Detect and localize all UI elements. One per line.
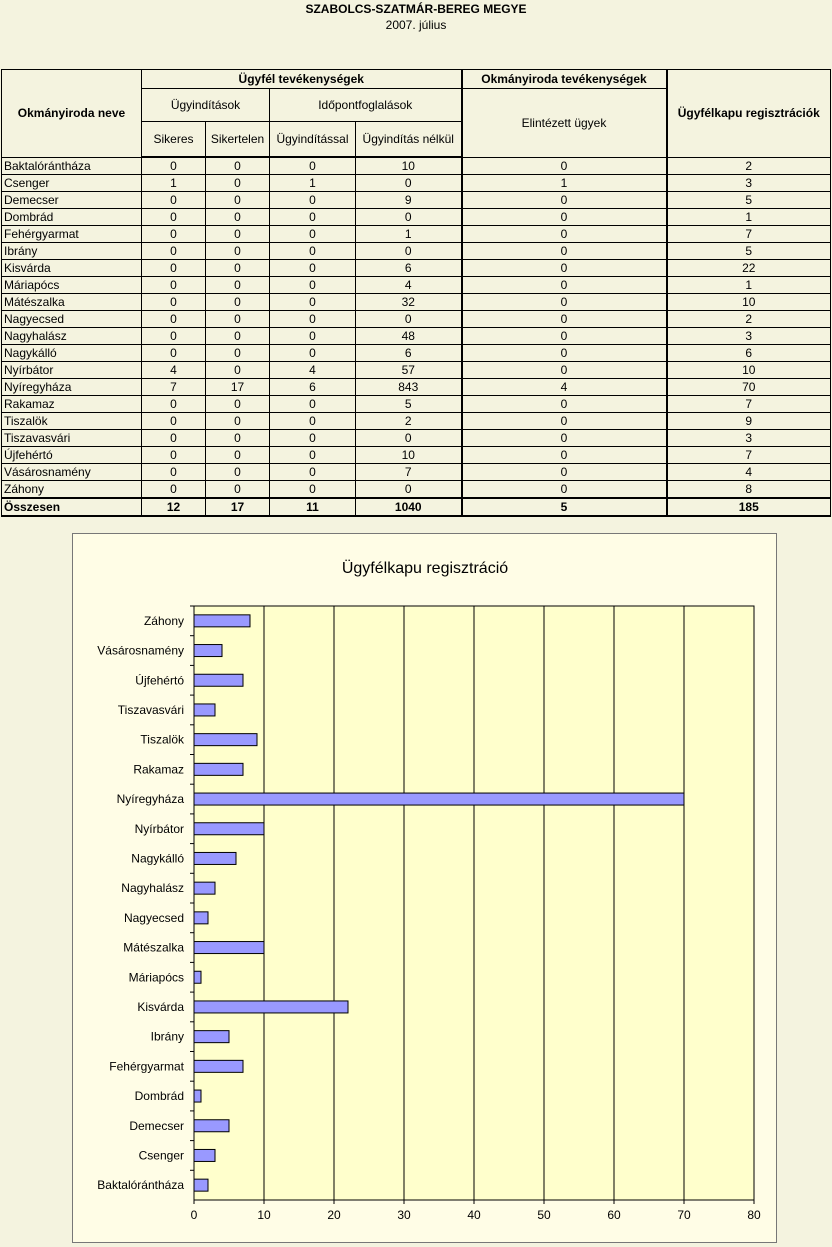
- bar: [194, 1001, 348, 1013]
- chart-title: Ügyfélkapu regisztráció: [341, 560, 509, 577]
- x-tick-label: 80: [747, 1208, 761, 1222]
- x-tick-label: 50: [537, 1208, 551, 1222]
- category-label: Újfehértó: [135, 673, 184, 688]
- bar: [194, 912, 208, 924]
- registrations-cell: 70: [667, 379, 831, 396]
- bar: [194, 674, 243, 686]
- with-start-cell: 0: [270, 345, 356, 362]
- registrations-cell: 6: [667, 345, 831, 362]
- completed-cell: 0: [462, 226, 667, 243]
- success-cell: 0: [142, 328, 206, 345]
- table-row: [2, 447, 831, 464]
- success-cell: 0: [142, 464, 206, 481]
- success-cell: 0: [142, 345, 206, 362]
- table-row: [2, 362, 831, 379]
- category-label: Nagyecsed: [123, 910, 184, 925]
- with-start-cell: 0: [270, 192, 356, 209]
- with-start-cell: 0: [270, 157, 356, 175]
- registrations-cell: 4: [667, 464, 831, 481]
- col-with-start-header: Ügyindítással: [270, 122, 356, 158]
- completed-cell: 4: [462, 379, 667, 396]
- office-name-cell: Tiszavasvári: [2, 430, 142, 447]
- with-start-cell: 0: [270, 413, 356, 430]
- registrations-cell: 8: [667, 481, 831, 499]
- success-cell: 0: [142, 294, 206, 311]
- completed-cell: 5: [462, 498, 667, 516]
- with-start-cell: 0: [270, 464, 356, 481]
- office-name-cell: Demecser: [2, 192, 142, 209]
- completed-cell: 0: [462, 277, 667, 294]
- table-row: [2, 379, 831, 396]
- with-start-cell: 4: [270, 362, 356, 379]
- col-success-header: Sikeres: [142, 122, 206, 158]
- with-start-cell: 0: [270, 328, 356, 345]
- without-start-cell: 0: [356, 430, 462, 447]
- success-cell: 0: [142, 226, 206, 243]
- registrations-cell: 7: [667, 447, 831, 464]
- registrations-cell: 5: [667, 192, 831, 209]
- category-label: Nyírbátor: [134, 821, 184, 836]
- completed-cell: 0: [462, 209, 667, 226]
- with-start-cell: 0: [270, 260, 356, 277]
- table-row: [2, 413, 831, 430]
- fail-cell: 0: [206, 481, 270, 499]
- without-start-cell: 1040: [356, 498, 462, 516]
- registrations-cell: 10: [667, 362, 831, 379]
- fail-cell: 0: [206, 413, 270, 430]
- completed-cell: 0: [462, 157, 667, 175]
- with-start-cell: 0: [270, 396, 356, 413]
- fail-cell: 0: [206, 430, 270, 447]
- success-cell: 0: [142, 260, 206, 277]
- without-start-cell: 2: [356, 413, 462, 430]
- with-start-cell: 0: [270, 430, 356, 447]
- completed-cell: 0: [462, 294, 667, 311]
- office-name-cell: Vásárosnamény: [2, 464, 142, 481]
- table-row: [2, 175, 831, 192]
- registration-chart: [72, 533, 777, 1243]
- table-row: [2, 226, 831, 243]
- report-title: SZABOLCS-SZATMÁR-BEREG MEGYE: [305, 2, 527, 16]
- fail-cell: 0: [206, 277, 270, 294]
- without-start-cell: 6: [356, 260, 462, 277]
- completed-cell: 0: [462, 413, 667, 430]
- completed-cell: 0: [462, 447, 667, 464]
- office-name-cell: Tiszalök: [2, 413, 142, 430]
- office-name-cell: Rakamaz: [2, 396, 142, 413]
- office-name-cell: Baktalórántháza: [2, 157, 142, 175]
- sub-case-starts-header: Ügyindítások: [142, 89, 270, 122]
- without-start-cell: 6: [356, 345, 462, 362]
- category-label: Fehérgyarmat: [109, 1059, 184, 1074]
- completed-cell: 0: [462, 362, 667, 379]
- bar: [194, 704, 215, 716]
- bar: [194, 942, 264, 954]
- category-label: Nagykálló: [131, 851, 184, 866]
- completed-cell: 0: [462, 345, 667, 362]
- group-client-activities-header: Ügyfél tevékenységek: [142, 70, 462, 89]
- bar: [194, 1060, 243, 1072]
- bar: [194, 823, 264, 835]
- registrations-cell: 2: [667, 157, 831, 175]
- with-start-cell: 1: [270, 175, 356, 192]
- success-cell: 0: [142, 243, 206, 260]
- without-start-cell: 9: [356, 192, 462, 209]
- fail-cell: 0: [206, 362, 270, 379]
- bar: [194, 1179, 208, 1191]
- chart-svg: [73, 534, 776, 1242]
- office-name-cell: Csenger: [2, 175, 142, 192]
- sub-bookings-header: Időpontfoglalások: [270, 89, 462, 122]
- category-label: Tiszavasvári: [117, 702, 184, 717]
- col-office-name-header: Okmányiroda neve: [2, 70, 142, 158]
- success-cell: 0: [142, 447, 206, 464]
- registrations-cell: 22: [667, 260, 831, 277]
- success-cell: 0: [142, 481, 206, 499]
- without-start-cell: 843: [356, 379, 462, 396]
- category-label: Csenger: [138, 1148, 184, 1163]
- completed-cell: 0: [462, 260, 667, 277]
- bar: [194, 645, 222, 657]
- x-tick-label: 0: [190, 1208, 198, 1222]
- completed-cell: 1: [462, 175, 667, 192]
- table-row: [2, 157, 831, 175]
- office-name-cell: Máriapócs: [2, 277, 142, 294]
- category-label: Ibrány: [150, 1029, 184, 1044]
- fail-cell: 0: [206, 209, 270, 226]
- category-label: Dombrád: [134, 1089, 184, 1104]
- fail-cell: 0: [206, 157, 270, 175]
- bar: [194, 763, 243, 775]
- without-start-cell: 32: [356, 294, 462, 311]
- table-row: [2, 192, 831, 209]
- bar: [194, 734, 257, 746]
- x-tick-label: 40: [467, 1208, 481, 1222]
- success-cell: 0: [142, 157, 206, 175]
- with-start-cell: 0: [270, 209, 356, 226]
- office-name-cell: Fehérgyarmat: [2, 226, 142, 243]
- office-name-cell: Mátészalka: [2, 294, 142, 311]
- with-start-cell: 0: [270, 294, 356, 311]
- completed-cell: 0: [462, 430, 667, 447]
- success-cell: 12: [142, 498, 206, 516]
- registrations-cell: 1: [667, 209, 831, 226]
- category-label: Demecser: [129, 1118, 184, 1133]
- table-row: [2, 464, 831, 481]
- success-cell: 4: [142, 362, 206, 379]
- with-start-cell: 11: [270, 498, 356, 516]
- without-start-cell: 0: [356, 175, 462, 192]
- success-cell: 0: [142, 311, 206, 328]
- table-row: [2, 396, 831, 413]
- fail-cell: 0: [206, 345, 270, 362]
- total-row: [2, 498, 831, 516]
- success-cell: 1: [142, 175, 206, 192]
- bar: [194, 793, 684, 805]
- table-row: [2, 345, 831, 362]
- table-row: [2, 260, 831, 277]
- category-label: Baktalórántháza: [97, 1178, 184, 1193]
- fail-cell: 0: [206, 447, 270, 464]
- registrations-cell: 7: [667, 396, 831, 413]
- x-tick-label: 30: [397, 1208, 411, 1222]
- registrations-cell: 10: [667, 294, 831, 311]
- registrations-cell: 185: [667, 498, 831, 516]
- office-name-cell: Újfehértó: [2, 447, 142, 464]
- fail-cell: 0: [206, 294, 270, 311]
- success-cell: 0: [142, 209, 206, 226]
- without-start-cell: 7: [356, 464, 462, 481]
- office-name-cell: Nagyhalász: [2, 328, 142, 345]
- group-office-activities-header: Okmányiroda tevékenységek: [462, 70, 667, 89]
- statistics-table: [1, 69, 831, 517]
- success-cell: 0: [142, 192, 206, 209]
- without-start-cell: 0: [356, 243, 462, 260]
- fail-cell: 0: [206, 243, 270, 260]
- fail-cell: 0: [206, 464, 270, 481]
- category-label: Rakamaz: [133, 762, 184, 777]
- fail-cell: 0: [206, 260, 270, 277]
- registrations-cell: 5: [667, 243, 831, 260]
- bar: [194, 615, 250, 627]
- office-name-cell: Összesen: [2, 498, 142, 516]
- fail-cell: 0: [206, 175, 270, 192]
- report-period: 2007. július: [385, 18, 447, 32]
- registrations-cell: 1: [667, 277, 831, 294]
- registrations-cell: 3: [667, 430, 831, 447]
- bar: [194, 1120, 229, 1132]
- x-tick-label: 70: [677, 1208, 691, 1222]
- office-name-cell: Záhony: [2, 481, 142, 499]
- completed-cell: 0: [462, 243, 667, 260]
- category-label: Mátészalka: [123, 940, 184, 955]
- col-without-start-header: Ügyindítás nélkül: [356, 122, 462, 158]
- with-start-cell: 0: [270, 481, 356, 499]
- category-label: Nyíregyháza: [116, 792, 184, 807]
- office-name-cell: Ibrány: [2, 243, 142, 260]
- without-start-cell: 0: [356, 209, 462, 226]
- table-row: [2, 328, 831, 345]
- table-row: [2, 294, 831, 311]
- table-row: [2, 243, 831, 260]
- success-cell: 0: [142, 277, 206, 294]
- category-label: Nagyhalász: [121, 881, 184, 896]
- fail-cell: 0: [206, 328, 270, 345]
- registrations-cell: 2: [667, 311, 831, 328]
- fail-cell: 17: [206, 498, 270, 516]
- with-start-cell: 0: [270, 311, 356, 328]
- success-cell: 0: [142, 430, 206, 447]
- table-row: [2, 430, 831, 447]
- success-cell: 7: [142, 379, 206, 396]
- x-tick-label: 10: [257, 1208, 271, 1222]
- completed-cell: 0: [462, 311, 667, 328]
- without-start-cell: 0: [356, 311, 462, 328]
- fail-cell: 0: [206, 311, 270, 328]
- bar: [194, 1090, 201, 1102]
- office-name-cell: Dombrád: [2, 209, 142, 226]
- category-label: Tiszalök: [140, 732, 184, 747]
- category-label: Vásárosnamény: [97, 643, 184, 658]
- success-cell: 0: [142, 396, 206, 413]
- with-start-cell: 6: [270, 379, 356, 396]
- office-name-cell: Nagykálló: [2, 345, 142, 362]
- category-label: Kisvárda: [137, 999, 184, 1014]
- bar: [194, 1149, 215, 1161]
- col-completed-header: Elintézett ügyek: [462, 89, 667, 158]
- fail-cell: 0: [206, 226, 270, 243]
- without-start-cell: 10: [356, 447, 462, 464]
- registrations-cell: 3: [667, 328, 831, 345]
- with-start-cell: 0: [270, 447, 356, 464]
- bar: [194, 882, 215, 894]
- with-start-cell: 0: [270, 277, 356, 294]
- x-tick-label: 20: [327, 1208, 341, 1222]
- bar: [194, 1031, 229, 1043]
- without-start-cell: 1: [356, 226, 462, 243]
- col-registrations-header: Ügyfélkapu regisztrációk: [667, 70, 831, 158]
- registrations-cell: 7: [667, 226, 831, 243]
- table-row: [2, 209, 831, 226]
- without-start-cell: 57: [356, 362, 462, 379]
- x-tick-label: 60: [607, 1208, 621, 1222]
- completed-cell: 0: [462, 328, 667, 345]
- table-row: [2, 277, 831, 294]
- without-start-cell: 5: [356, 396, 462, 413]
- bar: [194, 971, 201, 983]
- fail-cell: 0: [206, 192, 270, 209]
- category-label: Záhony: [143, 613, 184, 628]
- with-start-cell: 0: [270, 243, 356, 260]
- col-fail-header: Sikertelen: [206, 122, 270, 158]
- office-name-cell: Kisvárda: [2, 260, 142, 277]
- with-start-cell: 0: [270, 226, 356, 243]
- success-cell: 0: [142, 413, 206, 430]
- fail-cell: 0: [206, 396, 270, 413]
- without-start-cell: 10: [356, 157, 462, 175]
- office-name-cell: Nyírbátor: [2, 362, 142, 379]
- without-start-cell: 0: [356, 481, 462, 499]
- fail-cell: 17: [206, 379, 270, 396]
- completed-cell: 0: [462, 396, 667, 413]
- table-row: [2, 481, 831, 499]
- office-name-cell: Nagyecsed: [2, 311, 142, 328]
- completed-cell: 0: [462, 464, 667, 481]
- without-start-cell: 4: [356, 277, 462, 294]
- registrations-cell: 9: [667, 413, 831, 430]
- bar: [194, 852, 236, 864]
- completed-cell: 0: [462, 481, 667, 499]
- without-start-cell: 48: [356, 328, 462, 345]
- completed-cell: 0: [462, 192, 667, 209]
- office-name-cell: Nyíregyháza: [2, 379, 142, 396]
- table-row: [2, 311, 831, 328]
- registrations-cell: 3: [667, 175, 831, 192]
- category-label: Máriapócs: [128, 970, 184, 985]
